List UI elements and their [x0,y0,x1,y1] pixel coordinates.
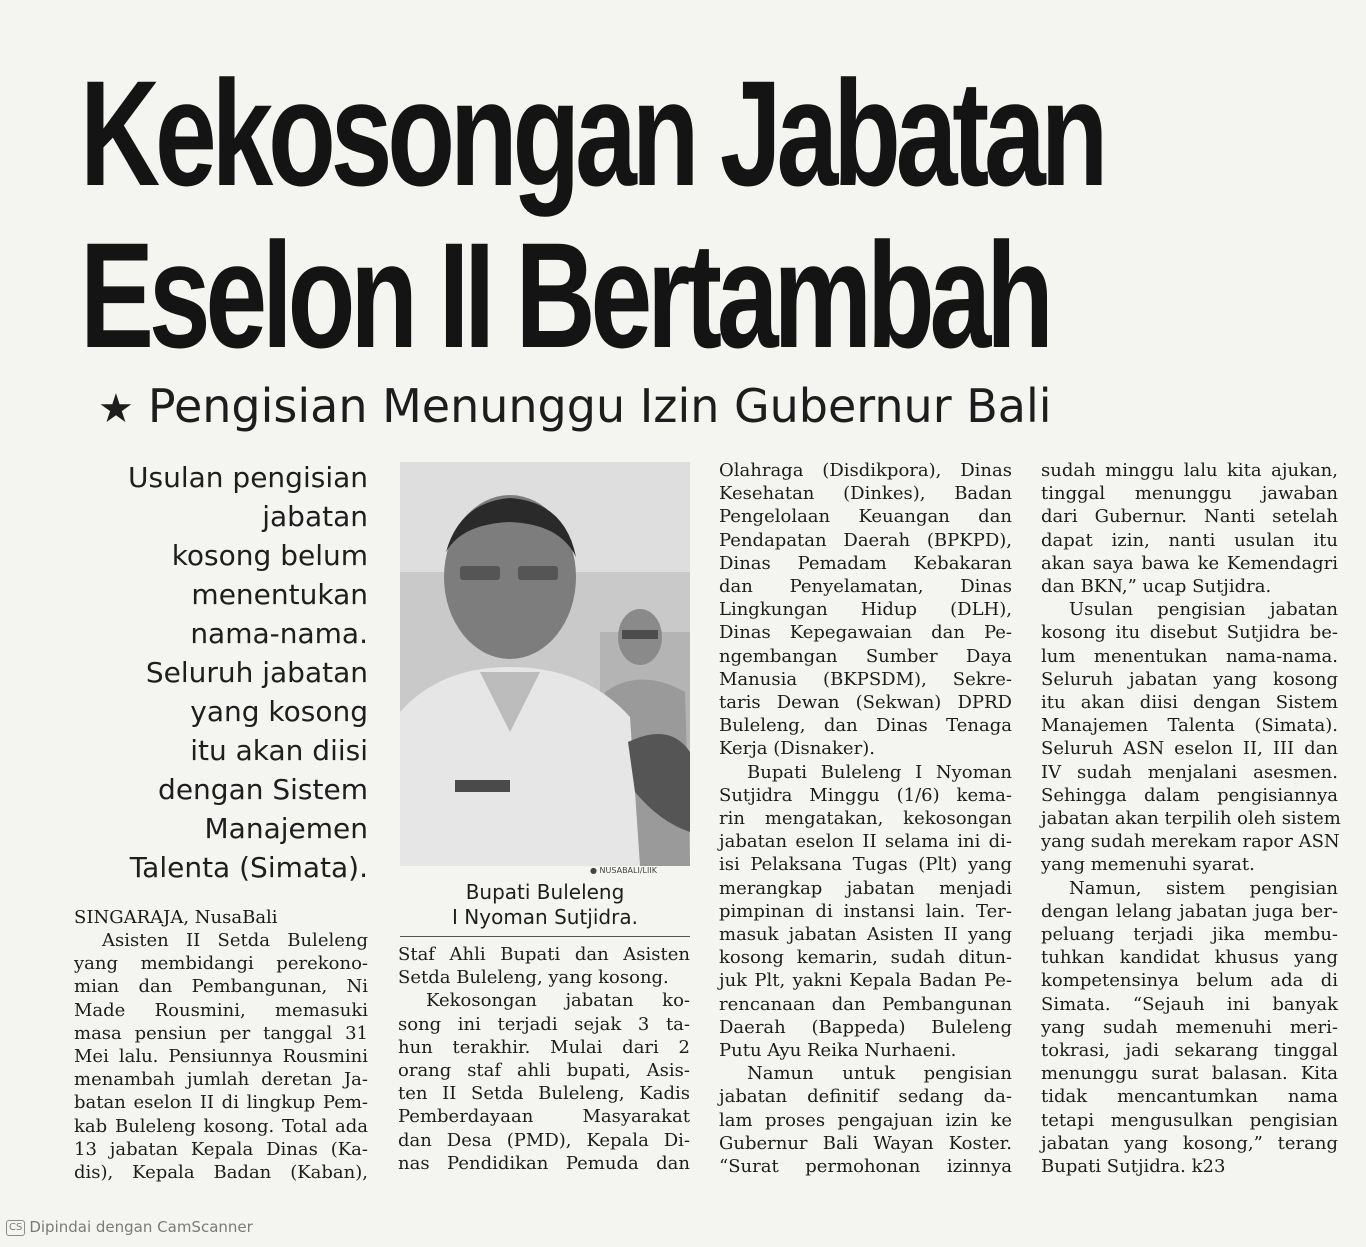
text-line: Gubernur Bali Wayan Koster. [719,1132,1012,1154]
pull-quote-line: Seluruh jabatan [145,656,368,689]
text-line: merangkap jabatan menjadi [719,877,1012,899]
text-line: Staf Ahli Bupati dan Asisten [398,944,690,965]
text-line: Pemberdayaan Masyarakat [398,1106,690,1128]
text-line: Setda Buleleng, yang kosong. [398,967,669,989]
text-line: dari Gubernur. Nanti setelah [1041,506,1338,528]
text-line: peluang terjadi jika membu- [1041,924,1338,946]
text-line: Seluruh ASN eselon II, III dan [1041,738,1338,760]
text-line: lum menentukan nama-nama. [1041,645,1338,667]
pull-quote-line: itu akan diisi [190,734,368,767]
text-line: juk Plt, yakni Kepala Badan Pe- [719,970,1012,992]
headline-line-1: Kekosongan Jabatan [80,49,1104,217]
pull-quote-line: yang kosong [190,695,368,728]
headline-line-2: Eselon II Bertambah [80,211,1049,379]
text-line: nas Pendidikan Pemuda dan [398,1152,690,1174]
text-line: Mei lalu. Pensiunnya Rousmini [74,1046,368,1068]
text-line: masa pensiun per tanggal 31 [74,1022,368,1044]
text-line: Kerja (Disnaker). [719,738,875,760]
text-line: dan Desa (PMD), Kepala Di- [398,1129,690,1151]
text-line: Kekosongan jabatan ko- [426,990,690,1012]
star-icon: ★ [98,386,134,432]
text-line: Dinas Kepegawaian dan Pe- [719,622,1012,644]
text-line: isi Pelaksana Tugas (Plt) yang [719,854,1012,876]
text-line: mian dan Pembangunan, Ni [74,976,368,998]
text-line: jabatan eselon II selama ini di- [719,831,1012,853]
text-line: yang sudah merekam rapor ASN [1041,831,1340,853]
text-line: rin mengatakan, kekosongan [719,808,1012,830]
text-line: pimpinan di instansi lain. Ter- [719,900,1012,922]
text-line: song ini terjadi sejak 3 ta- [398,1013,690,1035]
headline [80,49,1104,379]
text-line: sudah minggu lalu kita ajukan, [1041,460,1338,481]
text-line: yang memenuhi syarat. [1041,854,1255,876]
text-line: tuhkan kandidat khusus yang [1041,947,1338,969]
pull-quote-line: kosong belum [171,539,368,572]
pull-quote-line: Usulan pengisian [128,461,368,494]
text-line: dan Penyelamatan, Dinas [719,576,1012,598]
text-line: dan BKN,” ucap Sutjidra. [1041,576,1272,598]
text-line: kab Buleleng kosong. Total ada [74,1115,368,1137]
text-line: Daerah (Bappeda) Buleleng [719,1016,1012,1038]
text-line: Pengelolaan Keuangan dan [719,506,1012,528]
pull-quote-line: nama-nama. [190,617,368,650]
article-column-1 [74,929,368,1184]
text-line: tokrasi, jadi sekarang tinggal [1041,1040,1338,1062]
text-line: Dinas Pemadam Kebakaran [719,552,1012,574]
text-line: tidak mencantumkan nama [1041,1086,1338,1108]
pull-quote-line: Talenta (Simata). [129,851,368,884]
text-line: dapat izin, nanti usulan itu [1041,529,1338,551]
text-line: Buleleng, dan Dinas Tenaga [719,715,1012,737]
text-line: dengan lelang jabatan juga ber- [1041,900,1338,922]
text-line: Usulan pengisian jabatan [1069,599,1338,621]
text-line: dis), Kepala Badan (Kaban), [74,1162,368,1184]
text-line: Sehingga dalam pengisiannya [1041,784,1338,806]
text-line: menunggu surat balasan. Kita [1041,1063,1338,1085]
text-line: Olahraga (Disdikpora), Dinas [719,460,1012,481]
pull-quote-line: dengan Sistem [158,773,368,806]
photo-illustration [400,462,690,866]
text-line: yang membidangi perekono- [74,953,368,975]
camscanner-logo-icon: CS [6,1220,25,1236]
text-line: kosong itu disebut Sutjidra be- [1041,622,1338,644]
text-line: Asisten II Setda Buleleng [102,930,368,951]
subheadline [98,376,1052,439]
pull-quote [70,458,368,887]
text-line: taris Dewan (Sekwan) DPRD [719,692,1012,714]
text-line: yang sudah memenuhi meri- [1041,1016,1338,1038]
text-line: ten II Setda Buleleng, Kadis [398,1083,690,1105]
text-line: orang staf ahli bupati, Asis- [398,1060,690,1082]
article-column-4 [1041,459,1341,1178]
text-line: ngembangan Sumber Daya [719,645,1012,667]
text-line: Lingkungan Hidup (DLH), [719,599,1012,621]
text-line: itu akan diisi dengan Sistem [1041,692,1338,714]
text-line: Simata. “Sejauh ini banyak [1041,993,1338,1015]
scanner-watermark-text: Dipindai dengan CamScanner [29,1218,253,1236]
text-line: Putu Ayu Reika Nurhaeni. [719,1040,957,1062]
article-column-3 [719,459,1012,1178]
text-line: jabatan definitif sedang da- [719,1086,1012,1108]
text-line: Made Rousmini, memasuki [74,999,368,1021]
pull-quote-line: menentukan [191,578,368,611]
text-line: Manusia (BKPSDM), Sekre- [719,668,1012,690]
text-line: masuk jabatan Asisten II yang [719,924,1012,946]
text-line: kompetensinya belum ada di [1041,970,1338,992]
photo-caption-line: I Nyoman Sutjidra. [452,905,638,929]
photo-caption [400,880,690,930]
text-line: Manajemen Talenta (Simata). [1041,715,1338,737]
text-line: Bupati Buleleng I Nyoman [747,761,1012,783]
text-line: 13 jabatan Kepala Dinas (Ka- [74,1138,368,1160]
text-line: “Surat permohonan izinnya [719,1156,1012,1178]
photo-credit: ● NUSABALI/LIIK [590,866,657,875]
dateline: SINGARAJA, NusaBali [74,907,278,928]
photo-caption-line: Bupati Buleleng [465,880,625,904]
text-line: batan eselon II di lingkup Pem- [74,1092,368,1114]
text-line: menambah jumlah deretan Ja- [74,1069,368,1091]
text-line: Sutjidra Minggu (1/6) kema- [719,784,1012,806]
pull-quote-line: jabatan [262,500,368,533]
text-line: Bupati Sutjidra. k23 [1041,1156,1226,1178]
text-line: Seluruh jabatan yang kosong [1041,668,1338,690]
text-line: Namun untuk pengisian [747,1063,1012,1085]
text-line: Namun, sistem pengisian [1069,877,1338,899]
caption-divider [400,936,690,937]
pull-quote-line: Manajemen [204,812,368,845]
text-line: kosong kemarin, sudah ditun- [719,947,1012,969]
text-line: rencanaan dan Pembangunan [719,993,1012,1015]
text-line: jabatan akan terpilih oleh sistem [1041,808,1341,830]
text-line: tinggal menunggu jawaban [1041,483,1338,505]
text-line: jabatan yang kosong,” terang [1041,1132,1338,1154]
scanner-watermark [6,1218,253,1236]
text-line: tetapi mengusulkan pengisian [1041,1109,1338,1131]
text-line: Pendapatan Daerah (BPKPD), [719,529,1012,551]
text-line: IV sudah menjalani asesmen. [1041,761,1338,783]
text-line: akan saya bawa ke Kemendagri [1041,552,1338,574]
text-line: Kesehatan (Dinkes), Badan [719,483,1012,505]
text-line: hun terakhir. Mulai dari 2 [398,1036,690,1058]
text-line: lam proses pengajuan izin ke [719,1109,1012,1131]
article-column-2 [398,943,690,1175]
subheadline-text: Pengisian Menunggu Izin Gubernur Bali [147,379,1052,433]
news-photo [400,462,690,866]
